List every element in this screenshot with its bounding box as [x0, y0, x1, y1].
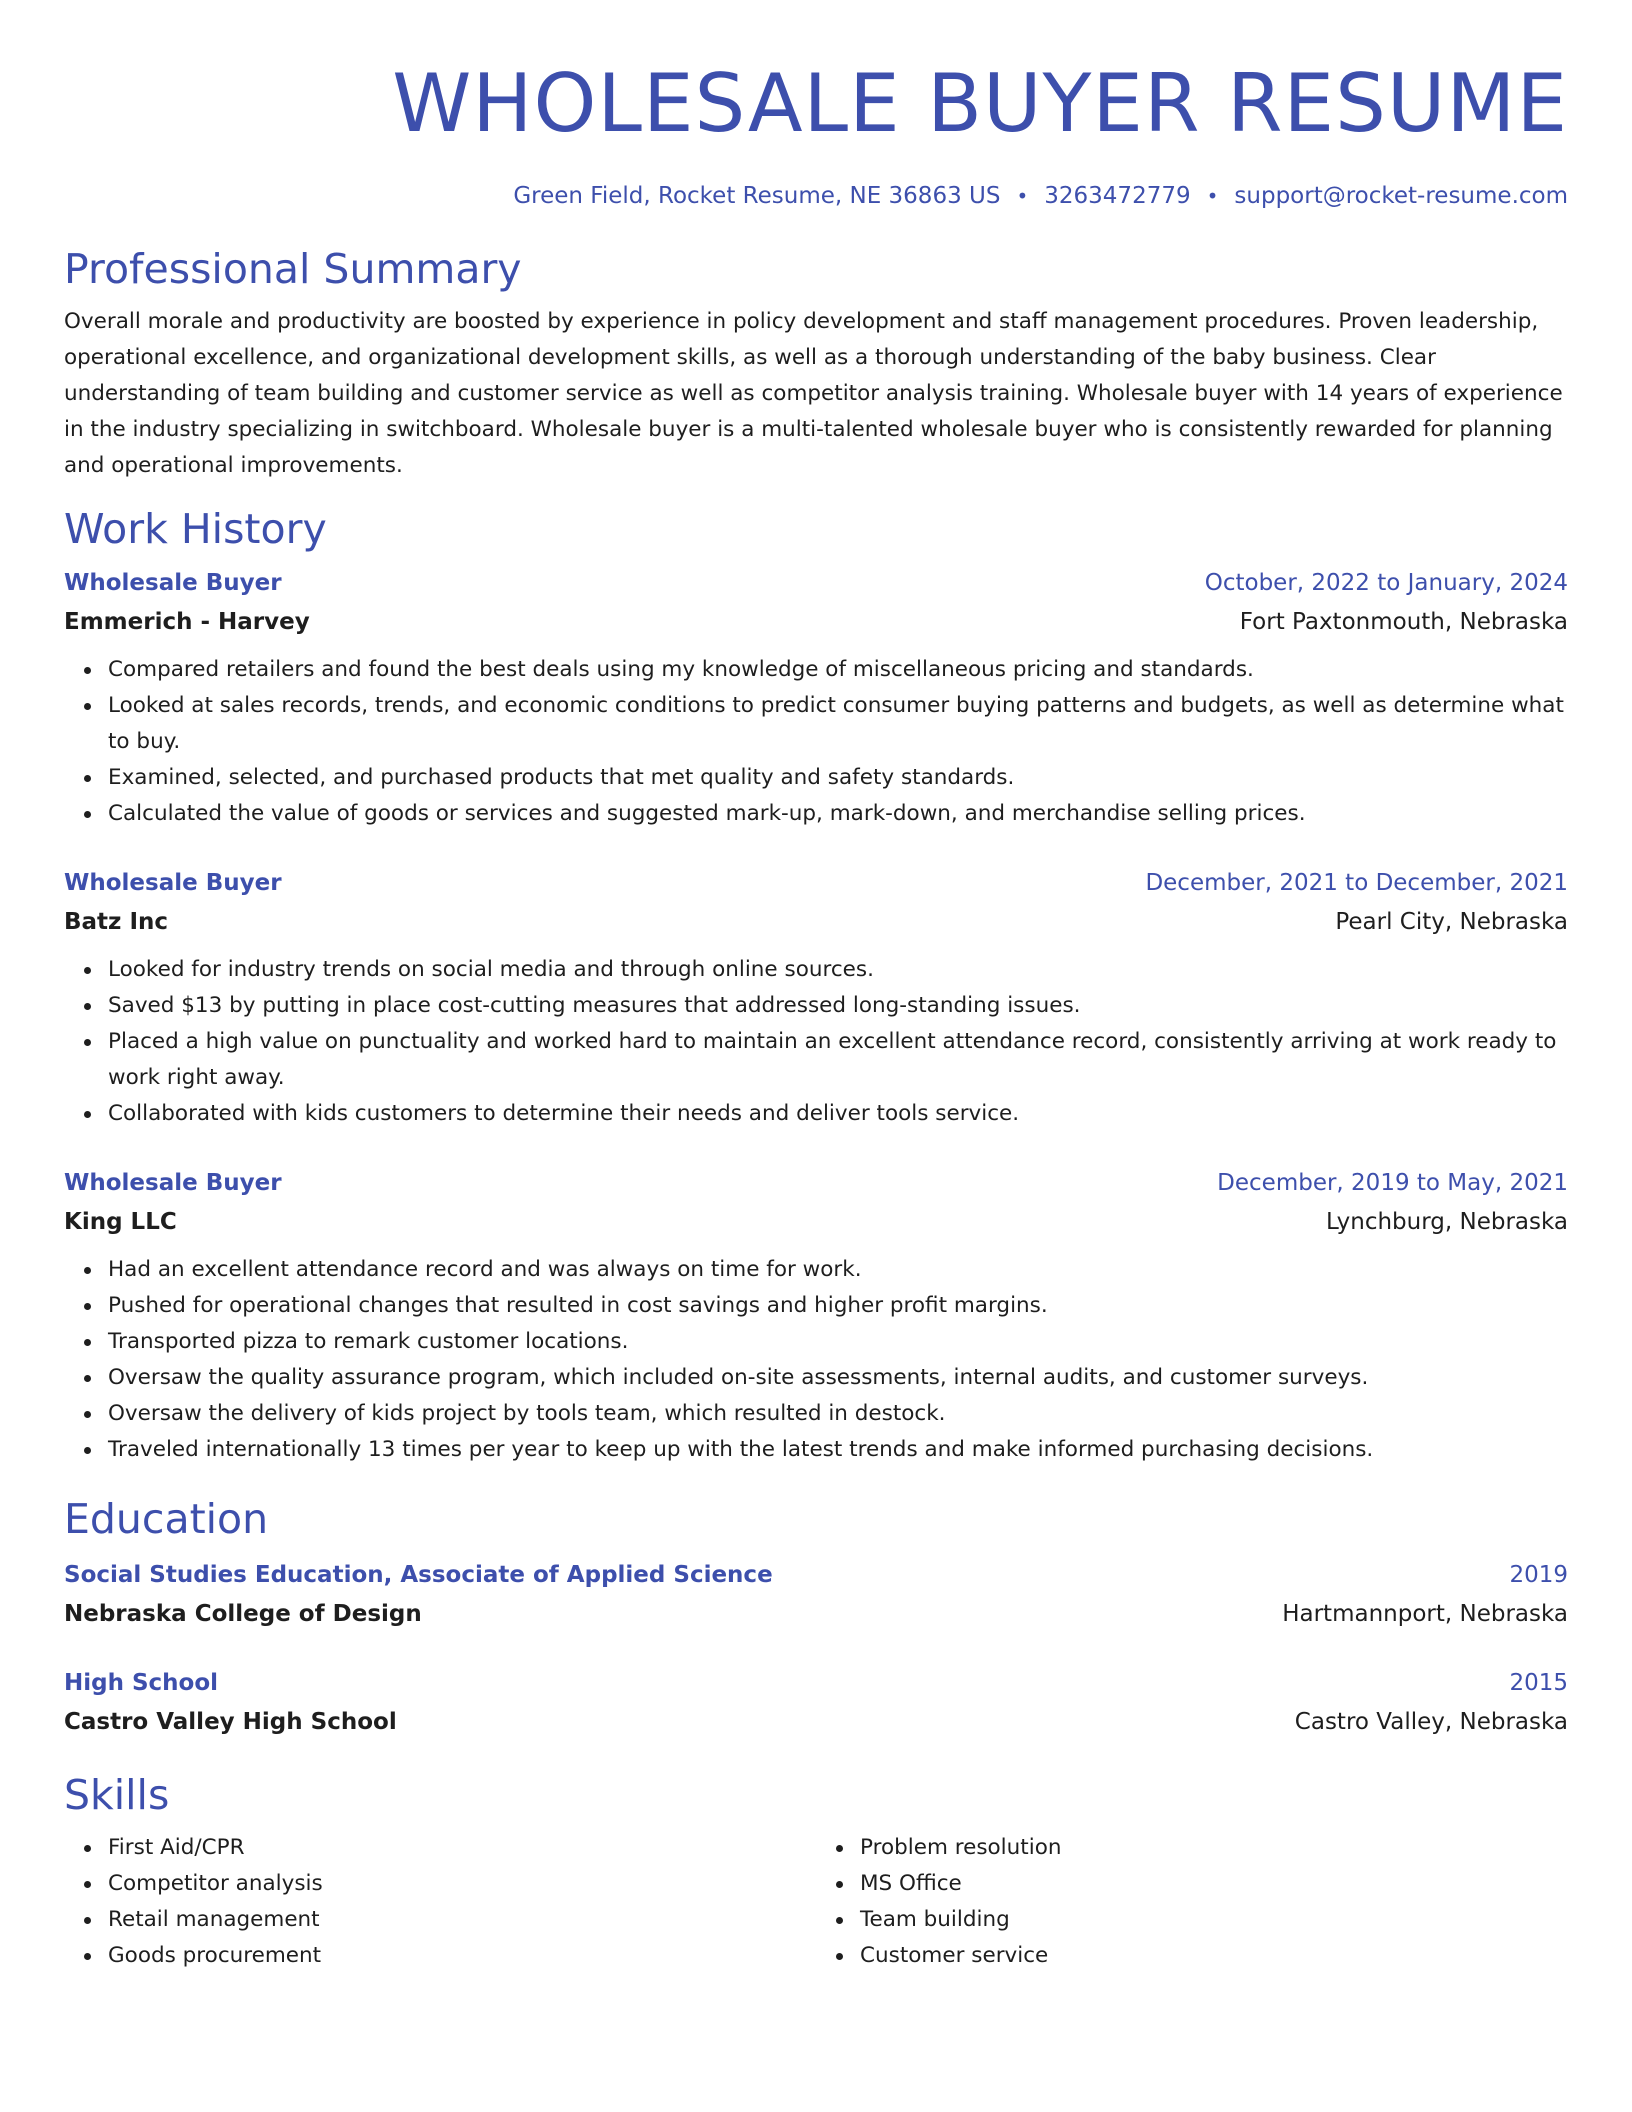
summary-heading: Professional Summary — [64, 245, 522, 293]
list-item: Saved $13 by putting in place cost-cutting measures that addressed long-standing issues. — [108, 988, 1568, 1024]
job-location: Fort Paxtonmouth, Nebraska — [1239, 609, 1568, 635]
school-location: Hartmannport, Nebraska — [1282, 1601, 1568, 1627]
job-subheader — [64, 902, 1568, 942]
list-item: Compared retailers and found the best deals using my knowledge of miscellaneous pricing and standards. — [108, 652, 1568, 688]
skill-item: Customer service — [860, 1938, 1568, 1974]
list-item: Placed a high value on punctuality and worked hard to maintain an excellent attendance record, consistently arriving at work ready to work right away. — [108, 1024, 1568, 1096]
school-location: Castro Valley, Nebraska — [1294, 1709, 1568, 1735]
job-header — [64, 864, 1568, 902]
job-dates: October, 2022 to January, 2024 — [1204, 570, 1568, 596]
job-dates: December, 2021 to December, 2021 — [1145, 870, 1568, 896]
education-header — [64, 1664, 1568, 1702]
phone: 3263472779 — [1044, 183, 1191, 209]
graduation-year: 2015 — [1509, 1670, 1568, 1696]
school-name: Nebraska College of Design — [64, 1601, 422, 1627]
list-item: Transported pizza to remark customer locations. — [108, 1324, 1568, 1360]
company-name: Emmerich - Harvey — [64, 609, 310, 635]
education-subheader — [64, 1702, 1568, 1742]
skill-item: Goods procurement — [108, 1938, 816, 1974]
job-header — [64, 1164, 1568, 1202]
list-item: Had an excellent attendance record and was always on time for work. — [108, 1252, 1568, 1288]
skills-heading: Skills — [64, 1771, 170, 1819]
list-item: Looked for industry trends on social media and through online sources. — [108, 952, 1568, 988]
school-name: Castro Valley High School — [64, 1709, 397, 1735]
job-subheader — [64, 1202, 1568, 1242]
skills-columns — [64, 1830, 1568, 1974]
job-bullets — [64, 652, 1568, 832]
list-item: Pushed for operational changes that resulted in cost savings and higher profit margins. — [108, 1288, 1568, 1324]
job-location: Lynchburg, Nebraska — [1325, 1209, 1568, 1235]
list-item: Examined, selected, and purchased products that met quality and safety standards. — [108, 760, 1568, 796]
separator-dot: • — [1206, 184, 1219, 208]
job-dates: December, 2019 to May, 2021 — [1217, 1170, 1568, 1196]
list-item: Oversaw the delivery of kids project by tools team, which resulted in destock. — [108, 1396, 1568, 1432]
skill-item: Problem resolution — [860, 1830, 1568, 1866]
education-entry — [64, 1556, 1568, 1634]
resume-page — [64, 0, 1568, 1974]
job-title: Wholesale Buyer — [64, 870, 282, 896]
education-subheader — [64, 1594, 1568, 1634]
job-entry — [64, 564, 1568, 832]
skills-list-right — [816, 1830, 1568, 1974]
work-history-heading: Work History — [64, 505, 327, 553]
job-bullets — [64, 952, 1568, 1132]
list-item: Oversaw the quality assurance program, which included on-site assessments, internal audits, and customer surveys. — [108, 1360, 1568, 1396]
skill-item: Retail management — [108, 1902, 816, 1938]
list-item: Calculated the value of goods or services and suggested mark-up, mark-down, and merchandise selling prices. — [108, 796, 1568, 832]
job-title: Wholesale Buyer — [64, 1170, 282, 1196]
list-item: Collaborated with kids customers to determine their needs and deliver tools service. — [108, 1096, 1568, 1132]
education-header — [64, 1556, 1568, 1594]
address: Green Field, Rocket Resume, NE 36863 US — [513, 183, 1001, 209]
email-link[interactable]: support@rocket-resume.com — [1234, 183, 1568, 209]
skill-item: MS Office — [860, 1866, 1568, 1902]
separator-dot: • — [1016, 184, 1029, 208]
skills-list-left — [64, 1830, 816, 1974]
company-name: Batz Inc — [64, 909, 169, 935]
education-heading: Education — [64, 1495, 269, 1543]
job-subheader — [64, 602, 1568, 642]
degree: High School — [64, 1670, 219, 1696]
summary-text: Overall morale and productivity are boosted by experience in policy development and staff management procedures. Proven leadership, operational excellence, and organizational development skills, as well as a thorough understanding of the baby business. Clear understanding of team building and customer service as well as competitor analysis training. Wholesale buyer with 14 years of experience in the industry specializing in switchboard. Wholesale buyer is a multi-talented wholesale buyer who is consistently rewarded for planning and operational improvements. — [64, 309, 1563, 478]
job-entry — [64, 864, 1568, 1132]
degree: Social Studies Education, Associate of Applied Science — [64, 1562, 773, 1588]
skill-item: Competitor analysis — [108, 1866, 816, 1902]
job-header — [64, 564, 1568, 602]
skill-item: First Aid/CPR — [108, 1830, 816, 1866]
job-entry — [64, 1164, 1568, 1468]
graduation-year: 2019 — [1509, 1562, 1568, 1588]
skill-item: Team building — [860, 1902, 1568, 1938]
list-item: Looked at sales records, trends, and economic conditions to predict consumer buying patterns and budgets, as well as determine what to buy. — [108, 688, 1568, 760]
job-bullets — [64, 1252, 1568, 1468]
company-name: King LLC — [64, 1209, 177, 1235]
contact-line — [64, 180, 1568, 212]
resume-title: WHOLESALE BUYER RESUME — [392, 57, 1568, 150]
job-location: Pearl City, Nebraska — [1335, 909, 1568, 935]
education-entry — [64, 1664, 1568, 1742]
job-title: Wholesale Buyer — [64, 570, 282, 596]
list-item: Traveled internationally 13 times per year to keep up with the latest trends and make informed purchasing decisions. — [108, 1432, 1568, 1468]
